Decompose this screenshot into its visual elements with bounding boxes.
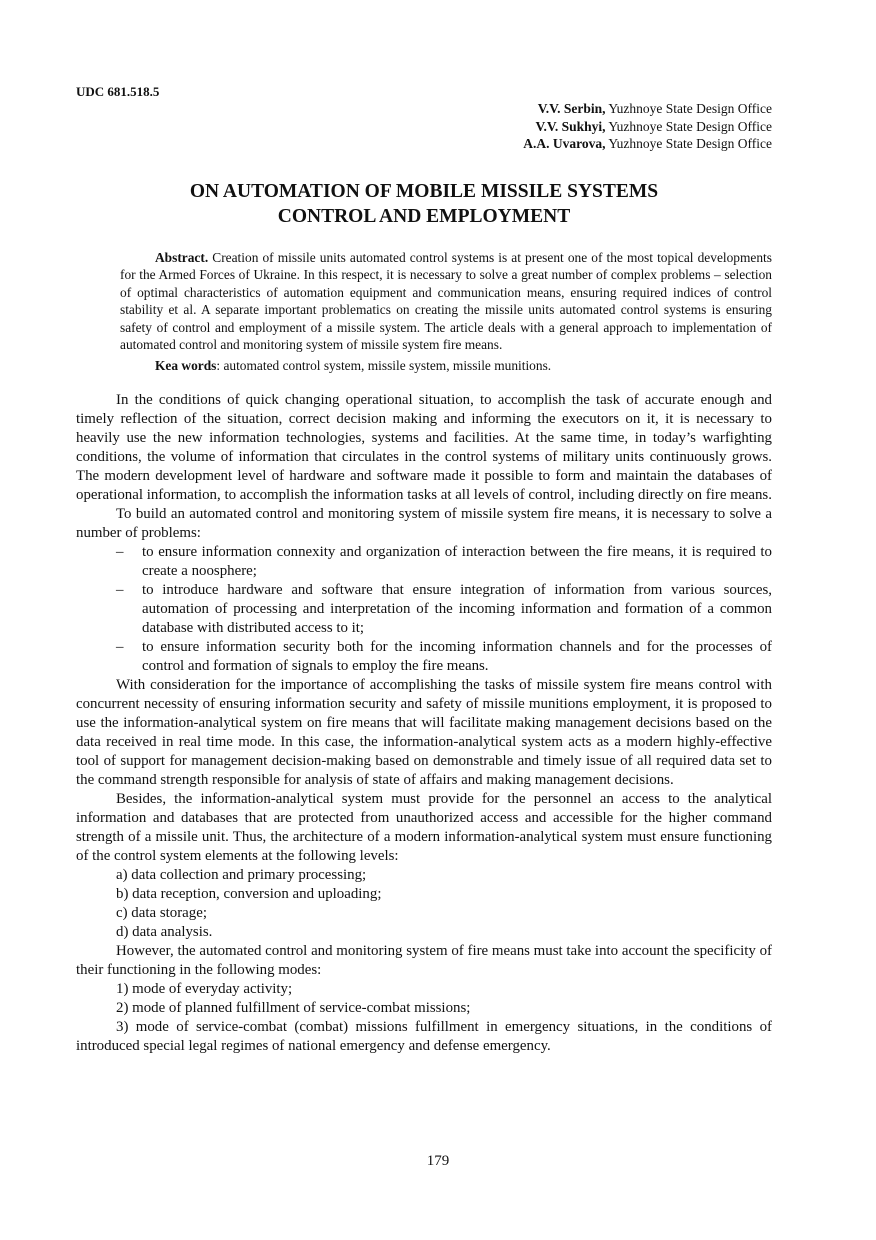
abstract-paragraph [120, 249, 772, 355]
body-text [76, 391, 772, 1056]
level-item: c) data storage; [116, 904, 207, 921]
author-line [76, 135, 772, 153]
level-item: b) data reception, conversion and uploading; [116, 885, 382, 902]
author-line [76, 118, 772, 136]
paragraph: To build an automated control and monitoring system of missile system fire means, it is necessary to solve a number of problems: [76, 505, 772, 541]
dash-bullet: – [116, 638, 124, 655]
mode-item: 2) mode of planned fulfillment of service-combat missions; [116, 999, 471, 1016]
paragraph: With consideration for the importance of accomplishing the tasks of missile system fire means control with concurrent necessity of ensuring information security and safety of missile munitions employment, it is proposed to use the information-analytical system on fire means that will facilitate making management decisions based on the data received in real time mode. In this case, the information-analytical system acts as a modern highly-effective tool of support for management decision-making based on demonstrable and timely issue of all required data set to the command strength responsible for analysis of state of affairs and making management decisions. [76, 676, 772, 788]
document-page [76, 84, 772, 1056]
dash-bullet: – [116, 581, 124, 598]
list-item-text: to ensure information security both for the incoming information channels and for the processes of control and formation of signals to employ the fire means. [142, 638, 772, 674]
abstract [120, 249, 772, 375]
paper-title [76, 179, 772, 229]
title-line: ON AUTOMATION OF MOBILE MISSILE SYSTEMS [189, 180, 659, 202]
title-line: CONTROL AND EMPLOYMENT [277, 205, 571, 227]
paragraph: In the conditions of quick changing operational situation, to accomplish the task of accurate enough and timely reflection of the situation, correct decision making and informing the executors on it, it is necessary to heavily use the new information technologies, systems and facilities. At the same time, in today’s warfighting conditions, the volume of information that circulates in the control systems of military units continuously grows. The modern development level of hardware and software made it possible to form and maintain the databases of operational information, to accomplish the information tasks at all levels of control, including directly on fire means. [76, 391, 772, 503]
list-item [116, 638, 772, 676]
keywords-label: Kea words [155, 358, 217, 374]
author-affiliation: Yuzhnoye State Design Office [608, 101, 772, 116]
page-number: 179 [426, 1153, 450, 1169]
author-name: A.A. Uvarova, [523, 136, 606, 151]
problem-list [76, 543, 772, 676]
author-name: V.V. Serbin, [537, 101, 606, 116]
list-item [116, 581, 772, 638]
list-item [116, 543, 772, 581]
author-affiliation: Yuzhnoye State Design Office [608, 136, 772, 151]
dash-bullet: – [116, 543, 124, 560]
author-line [76, 100, 772, 118]
mode-item: 3) mode of service-combat (combat) missions fulfillment in emergency situations, in the conditions of introduced special legal regimes of national emergency and defense emergency. [76, 1018, 772, 1054]
paragraph: However, the automated control and monitoring system of fire means must take into account the specificity of their functioning in the following modes: [76, 942, 772, 978]
authors-block [76, 100, 772, 153]
keywords-text: : automated control system, missile system, missile munitions. [216, 358, 552, 374]
mode-item: 1) mode of everyday activity; [116, 980, 293, 997]
list-item-text: to introduce hardware and software that ensure integration of information from various sources, automation of processing and interpretation of the incoming information and formation of a common database with distributed access to it; [142, 581, 772, 636]
udc-code: UDC 681.518.5 [76, 84, 160, 99]
author-affiliation: Yuzhnoye State Design Office [608, 118, 772, 134]
abstract-text: Creation of missile units automated control systems is at present one of the most topical developments for the Armed Forces of Ukraine. In this respect, it is necessary to solve a great number of complex problems – selection of optimal characteristics of automation equipment and communication means, ensuring required indices of control stability et al. A separate important problematics on creating the missile units automated control systems is ensuring safety of control and employment of a missile system. The article deals with a general approach to implementation of automated control and monitoring system of missile system fire means. [120, 249, 772, 353]
abstract-label: Abstract. [155, 249, 209, 265]
list-item-text: to ensure information connexity and organization of interaction between the fire means, it is required to create a noosphere; [142, 543, 772, 579]
level-item: d) data analysis. [116, 923, 213, 940]
author-name: V.V. Sukhyi, [535, 118, 606, 134]
keywords [120, 357, 772, 375]
paragraph: Besides, the information-analytical system must provide for the personnel an access to the analytical information and databases that are protected from unauthorized access and accessible for the higher command strength of a missile unit. Thus, the architecture of a modern information-analytical system must ensure functioning of the control system elements at the following levels: [76, 790, 772, 864]
level-item: a) data collection and primary processing; [116, 866, 367, 883]
